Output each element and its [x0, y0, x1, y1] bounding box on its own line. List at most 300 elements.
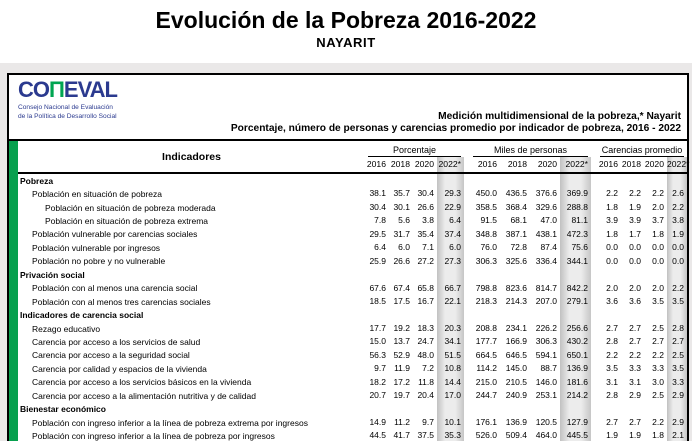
cell-value: 0.0: [629, 242, 641, 253]
logo-tagline: [18, 104, 117, 121]
year-header: 2020: [644, 159, 664, 169]
cell-value: [597, 308, 621, 321]
cell-value: 26.6: [393, 255, 410, 266]
logo-tagline-line2: de la Política de Desarrollo Social: [18, 112, 117, 120]
cell-value: 1.8: [652, 430, 664, 441]
cell-value: 11.8: [418, 376, 434, 387]
cell-value: 0.0: [667, 255, 687, 268]
cell-value: 166.9: [505, 336, 527, 347]
cell-value: 2.7: [629, 322, 641, 333]
cell-value: 0.0: [667, 241, 687, 254]
cell-value: 2.8: [606, 336, 618, 347]
cell-value: 288.8: [560, 201, 591, 214]
row-label: Población con ingreso inferior a la línea de pobreza extrema por ingresos: [32, 417, 308, 428]
cell-value: 75.6: [560, 241, 591, 254]
table-row: [18, 349, 687, 362]
cell-value: 0.0: [629, 255, 641, 266]
cell-value: 76.0: [480, 242, 497, 253]
cell-value: 348.8: [475, 228, 497, 239]
cell-value: 210.5: [505, 376, 527, 387]
cell-value: 306.3: [475, 255, 497, 266]
cell-value: 2.2: [667, 201, 687, 214]
cell-value: 38.1: [369, 188, 386, 199]
cell-value: 6.0: [398, 242, 410, 253]
row-label: Indicadores de carencia social: [20, 310, 144, 321]
cell-value: 214.3: [505, 295, 527, 306]
cell-value: 376.6: [535, 188, 557, 199]
cell-value: 2.2: [606, 188, 618, 199]
cell-value: 19.7: [393, 390, 410, 400]
cell-value: 67.4: [393, 282, 410, 293]
cell-value: 10.8: [437, 362, 464, 375]
cell-value: 450.0: [475, 188, 497, 199]
row-label: Población en situación de pobreza extrema: [45, 216, 209, 227]
cell-value: 18.3: [417, 322, 434, 333]
cell-value: 146.0: [535, 376, 557, 387]
cell-value: 145.0: [505, 363, 527, 374]
cell-value: [560, 308, 591, 321]
cell-value: [597, 402, 621, 415]
cell-value: 369.9: [560, 187, 591, 200]
cell-value: 30.4: [417, 188, 434, 199]
table-row: [18, 362, 687, 375]
cell-value: 2.7: [629, 416, 641, 427]
cell-value: 72.8: [510, 242, 527, 253]
cell-value: 218.3: [475, 295, 497, 306]
cell-value: 208.8: [475, 322, 497, 333]
cell-value: 3.5: [667, 362, 687, 375]
cell-value: 35.3: [437, 429, 464, 441]
cell-value: 5.6: [398, 215, 410, 226]
row-label: Carencia por acceso a los servicios básicos en la vivienda: [32, 377, 252, 388]
cell-value: 11.2: [394, 416, 410, 427]
cell-value: 67.6: [369, 282, 386, 293]
cell-value: [530, 268, 560, 281]
section-row: [18, 308, 687, 321]
page-subtitle: NAYARIT: [316, 35, 376, 50]
cell-value: 3.9: [629, 215, 641, 226]
cell-value: 35.4: [417, 228, 434, 239]
measurement-title: Medición multidimensional de la pobreza,* Nayarit: [438, 110, 681, 122]
cell-value: 30.1: [393, 201, 410, 212]
cell-value: [389, 308, 413, 321]
table-row: [18, 389, 687, 402]
table-row: [18, 282, 687, 295]
cell-value: 20.3: [437, 322, 464, 335]
cell-value: 136.9: [560, 362, 591, 375]
cell-value: 47.0: [540, 215, 557, 226]
cell-value: 52.9: [393, 349, 410, 360]
cell-value: 2.5: [652, 322, 664, 333]
column-group-porcentaje: Porcentaje: [368, 141, 461, 157]
cell-value: 650.1: [560, 349, 591, 362]
cell-value: 1.8: [606, 201, 618, 212]
cell-value: 253.1: [535, 390, 557, 400]
row-label: Carencia por acceso a la alimentación nutritiva y de calidad: [32, 390, 256, 401]
table-row: [18, 376, 687, 389]
cell-value: 10.1: [437, 416, 464, 429]
cell-value: 436.5: [505, 188, 527, 199]
cell-value: 2.0: [652, 282, 664, 293]
cell-value: 207.0: [535, 295, 557, 306]
cell-value: [413, 402, 437, 415]
cell-value: 127.9: [560, 416, 591, 429]
cell-value: [644, 268, 667, 281]
cell-value: [500, 174, 530, 187]
row-label: Población en situación de pobreza moderada: [45, 202, 216, 213]
cell-value: 0.0: [652, 242, 664, 253]
cell-value: 1.8: [606, 228, 618, 239]
year-header: 2020: [414, 159, 434, 169]
cell-value: 44.5: [369, 430, 386, 441]
cell-value: 56.3: [369, 349, 386, 360]
logo-text-left: CO: [18, 77, 49, 102]
row-label: Privación social: [20, 269, 85, 280]
cell-value: 3.5: [606, 363, 618, 374]
cell-value: 30.4: [369, 201, 386, 212]
cell-value: 2.0: [606, 282, 618, 293]
cell-value: [437, 174, 464, 187]
cell-value: [365, 268, 389, 281]
column-group-miles-de-personas: Miles de personas: [473, 141, 588, 157]
cell-value: 240.9: [505, 390, 527, 400]
cell-value: 7.1: [422, 242, 434, 253]
cell-value: [437, 402, 464, 415]
cell-value: 329.6: [535, 201, 557, 212]
cell-value: 1.9: [667, 228, 687, 241]
cell-value: [389, 268, 413, 281]
cell-value: 6.0: [437, 241, 464, 254]
cell-value: 1.8: [652, 228, 664, 239]
cell-value: 6.4: [437, 214, 464, 227]
year-header: 2018: [621, 159, 641, 169]
cell-value: 13.7: [393, 336, 410, 347]
cell-value: 226.2: [535, 322, 557, 333]
table-row: [18, 295, 687, 308]
cell-value: 120.5: [535, 416, 557, 427]
cell-value: [621, 402, 644, 415]
cell-value: 17.7: [369, 322, 386, 333]
year-header: 2018: [390, 159, 410, 169]
cell-value: 646.5: [505, 349, 527, 360]
cell-value: 177.7: [475, 336, 497, 347]
column-group-carencias-promedio: Carencias promedio: [600, 141, 684, 157]
cell-value: 445.5: [560, 429, 591, 441]
table-row: [18, 241, 687, 254]
cell-value: 136.9: [505, 416, 527, 427]
cell-value: 368.4: [505, 201, 527, 212]
cell-value: [597, 268, 621, 281]
cell-value: 41.7: [393, 430, 410, 441]
column-headers: [18, 141, 690, 174]
cell-value: 31.7: [393, 228, 410, 239]
cell-value: [530, 308, 560, 321]
cell-value: [644, 308, 667, 321]
page-title: Evolución de la Pobreza 2016-2022: [155, 7, 537, 33]
cell-value: 306.3: [535, 336, 557, 347]
cell-value: [470, 268, 500, 281]
section-row: [18, 268, 687, 281]
cell-value: 3.6: [606, 295, 618, 306]
cell-value: [530, 402, 560, 415]
cell-value: [437, 268, 464, 281]
logo-text-right: EVAL: [63, 77, 117, 102]
cell-value: 114.2: [476, 363, 497, 374]
cell-value: 3.8: [667, 214, 687, 227]
cell-value: 48.0: [417, 349, 434, 360]
cell-value: 2.7: [652, 336, 664, 347]
cell-value: 1.9: [606, 430, 618, 441]
cell-value: 87.4: [540, 242, 557, 253]
year-header: 2022*: [667, 157, 687, 172]
cell-value: 244.7: [475, 390, 497, 400]
cell-value: 17.2: [393, 376, 410, 387]
cell-value: [389, 174, 413, 187]
cell-value: 9.7: [422, 416, 434, 427]
cell-value: [500, 268, 530, 281]
cell-value: 2.0: [652, 201, 664, 212]
cell-value: 29.3: [437, 187, 464, 200]
table-row: [18, 335, 687, 348]
cell-value: 823.6: [505, 282, 527, 293]
cell-value: 1.9: [629, 201, 641, 212]
cell-value: [413, 268, 437, 281]
cell-value: [621, 268, 644, 281]
cell-value: [621, 174, 644, 187]
cell-value: 3.1: [629, 376, 641, 387]
cell-value: 66.7: [437, 282, 464, 295]
cell-value: 344.1: [560, 255, 591, 268]
table-row: [18, 322, 687, 335]
cell-value: 472.3: [560, 228, 591, 241]
cell-value: 6.4: [374, 242, 386, 253]
cell-value: 358.5: [475, 201, 497, 212]
indicators-column-header: Indicadores: [162, 150, 221, 163]
year-header: 2018: [507, 159, 527, 169]
cell-value: 27.2: [417, 255, 434, 266]
cell-value: 1.9: [629, 430, 641, 441]
cell-value: 3.7: [652, 215, 664, 226]
cell-value: [500, 402, 530, 415]
cell-value: 35.7: [393, 188, 410, 199]
row-label: Pobreza: [20, 175, 54, 186]
cell-value: 3.9: [606, 215, 618, 226]
cell-value: [437, 308, 464, 321]
cell-value: [470, 174, 500, 187]
row-label: Rezago educativo: [32, 323, 101, 334]
cell-value: 2.7: [606, 416, 618, 427]
cell-value: 0.0: [652, 255, 664, 266]
cell-value: 2.9: [667, 389, 687, 402]
cell-value: 2.2: [652, 188, 664, 199]
cell-value: 2.5: [667, 349, 687, 362]
cell-value: 11.9: [394, 363, 410, 374]
coneval-logo: [18, 79, 117, 121]
cell-value: 2.9: [629, 390, 641, 400]
cell-value: 51.5: [437, 349, 464, 362]
cell-value: 3.3: [652, 363, 664, 374]
cell-value: 37.4: [437, 228, 464, 241]
cell-value: 387.1: [505, 228, 527, 239]
cell-value: 26.6: [417, 201, 434, 212]
cell-value: 2.2: [652, 349, 664, 360]
cell-value: 176.1: [475, 416, 497, 427]
row-label: Carencia por calidad y espacios de la vivienda: [32, 363, 207, 374]
cell-value: 3.6: [629, 295, 641, 306]
measurement-titles: [231, 111, 681, 137]
cell-value: [413, 308, 437, 321]
table-row: [18, 429, 687, 441]
cell-value: [530, 174, 560, 187]
cell-value: [644, 402, 667, 415]
year-header: 2022*: [560, 157, 591, 172]
cell-value: 215.0: [475, 376, 497, 387]
cell-value: [560, 174, 591, 187]
table-row: [18, 214, 687, 227]
cell-value: 27.3: [437, 255, 464, 268]
logo-tagline-line1: Consejo Nacional de Evaluación: [18, 104, 113, 111]
cell-value: [470, 402, 500, 415]
cell-value: 19.2: [393, 322, 410, 333]
cell-value: 3.1: [606, 376, 618, 387]
cell-value: 279.1: [560, 295, 591, 308]
cell-value: 3.0: [652, 376, 664, 387]
cell-value: 438.1: [535, 228, 557, 239]
year-header: 2016: [598, 159, 618, 169]
table-row: [18, 228, 687, 241]
measurement-subtitle: Porcentaje, número de personas y carencias promedio por indicador de pobreza, 2016 - 2022: [230, 123, 681, 135]
cell-value: 798.8: [475, 282, 497, 293]
row-label: Población con ingreso inferior a la línea de pobreza por ingresos: [32, 431, 275, 441]
year-header: 2020: [537, 159, 557, 169]
cell-value: 14.4: [437, 376, 464, 389]
cell-value: 2.8: [606, 390, 618, 400]
cell-value: [413, 174, 437, 187]
row-label: Bienestar económico: [20, 404, 106, 415]
row-label: Población no pobre y no vulnerable: [32, 256, 166, 267]
cell-value: 24.7: [417, 336, 434, 347]
cell-value: [500, 308, 530, 321]
cell-value: 526.0: [475, 430, 497, 441]
year-header: 2016: [477, 159, 497, 169]
cell-value: 234.1: [505, 322, 527, 333]
cell-value: 0.0: [606, 255, 618, 266]
green-accent-stripe: [9, 141, 18, 441]
cell-value: 20.7: [369, 390, 386, 400]
cell-value: 2.2: [667, 282, 687, 295]
row-label: Población con al menos tres carencias sociales: [32, 296, 211, 307]
cell-value: 2.2: [652, 416, 664, 427]
cell-value: 2.7: [667, 335, 687, 348]
cell-value: 91.5: [480, 215, 497, 226]
cell-value: 9.7: [374, 363, 386, 374]
table-row: [18, 416, 687, 429]
cell-value: 3.3: [629, 363, 641, 374]
cell-value: [365, 308, 389, 321]
cell-value: 814.7: [535, 282, 557, 293]
cell-value: [621, 308, 644, 321]
cell-value: 181.6: [560, 376, 591, 389]
coneval-logo-wordmark: [18, 79, 117, 101]
cell-value: 20.4: [417, 390, 434, 400]
cell-value: 2.5: [652, 390, 664, 400]
cell-value: 3.8: [422, 215, 434, 226]
cell-value: [365, 174, 389, 187]
cell-value: 16.7: [417, 295, 434, 306]
row-label: Población vulnerable por ingresos: [32, 242, 161, 253]
row-label: Población con al menos una carencia social: [32, 283, 198, 294]
cell-value: 214.2: [560, 389, 591, 402]
cell-value: 15.0: [369, 336, 386, 347]
cell-value: 2.7: [629, 336, 641, 347]
cell-value: 594.1: [535, 349, 557, 360]
cell-value: 325.6: [505, 255, 527, 266]
cell-value: 2.2: [629, 349, 641, 360]
cell-value: 2.6: [667, 187, 687, 200]
table-row: [18, 201, 687, 214]
cell-value: [560, 268, 591, 281]
cell-value: 22.1: [437, 295, 464, 308]
poverty-table: [7, 73, 689, 441]
cell-value: 25.9: [369, 255, 386, 266]
cell-value: 256.6: [560, 322, 591, 335]
cell-value: 2.7: [606, 322, 618, 333]
table-header-band: [9, 75, 687, 141]
cell-value: [597, 174, 621, 187]
row-label: Población en situación de pobreza: [32, 189, 162, 200]
cell-value: 81.1: [560, 214, 591, 227]
cell-value: 2.2: [606, 349, 618, 360]
cell-value: 88.7: [540, 363, 557, 374]
cell-value: [667, 308, 687, 321]
cell-value: 509.4: [505, 430, 527, 441]
cell-value: [365, 402, 389, 415]
row-label: Carencia por acceso a la seguridad social: [32, 350, 190, 361]
cell-value: 14.9: [369, 416, 386, 427]
year-header: 2016: [366, 159, 386, 169]
cell-value: 0.0: [606, 242, 618, 253]
cell-value: 3.3: [667, 376, 687, 389]
cell-value: 68.1: [510, 215, 527, 226]
cell-value: [667, 402, 687, 415]
cell-value: 18.5: [369, 295, 386, 306]
table-body: [18, 174, 687, 441]
cell-value: 664.5: [475, 349, 497, 360]
cell-value: 18.2: [369, 376, 386, 387]
cell-value: 37.5: [417, 430, 434, 441]
cell-value: 65.8: [417, 282, 434, 293]
section-row: [18, 174, 687, 187]
cell-value: [667, 174, 687, 187]
cell-value: 34.1: [437, 335, 464, 348]
cell-value: [560, 402, 591, 415]
cell-value: [389, 402, 413, 415]
cell-value: [644, 174, 667, 187]
cell-value: 3.5: [667, 295, 687, 308]
cell-value: [470, 308, 500, 321]
row-label: Población vulnerable por carencias sociales: [32, 229, 198, 240]
cell-value: 464.0: [535, 430, 557, 441]
cell-value: 2.0: [629, 282, 641, 293]
cell-value: 2.2: [629, 188, 641, 199]
table-content: [9, 141, 690, 441]
cell-value: [667, 268, 687, 281]
row-label: Carencia por acceso a los servicios de salud: [32, 336, 201, 347]
cell-value: 2.9: [667, 416, 687, 429]
cell-value: 2.8: [667, 322, 687, 335]
cell-value: 7.8: [374, 215, 386, 226]
cell-value: 430.2: [560, 335, 591, 348]
